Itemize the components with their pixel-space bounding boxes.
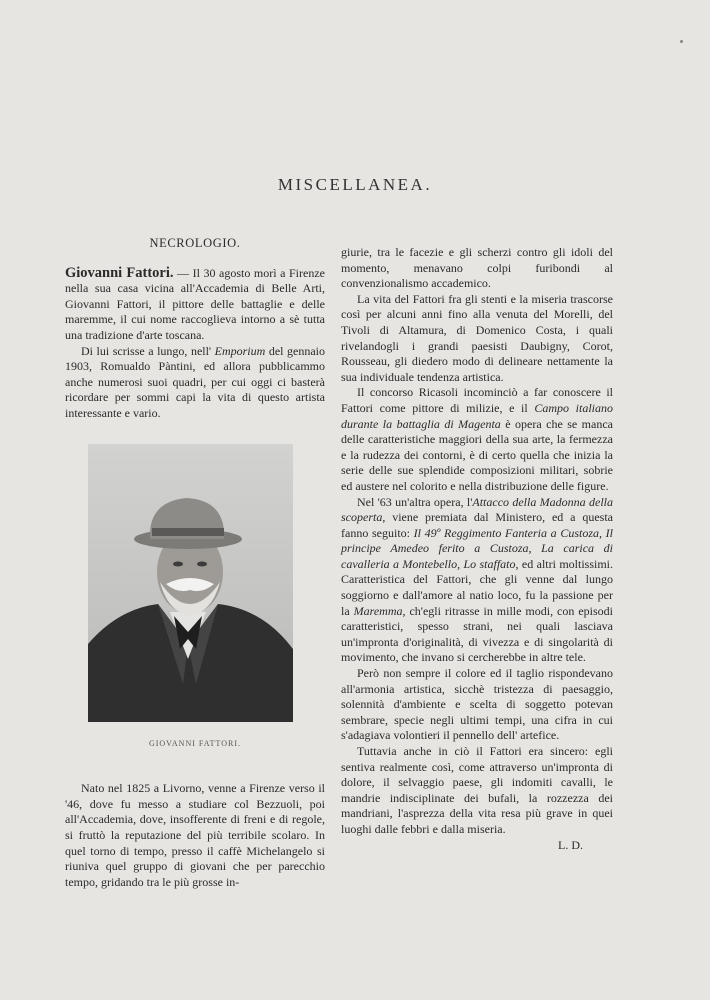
- left-column: [65, 236, 325, 890]
- artwork-titles: Il 49º Reggimento Fanteria a Custoza, Il principe Amedeo ferito a Custoza, La carica di cavalleria a Montebello, Lo staffato: [341, 525, 613, 571]
- text: Nel '63 un'altra opera, l': [357, 494, 473, 509]
- journal-title: Emporium: [214, 343, 266, 358]
- text: del gennaio 1903, Romualdo Pàntini, ed allora pubblicammo anche numerosi suoi quadri, per cui oggi ci basterà ricordare per sommi capi la vita di questo artista interessante e vario.: [65, 343, 325, 420]
- place-name: Maremma: [353, 603, 403, 618]
- paragraph: [341, 495, 613, 667]
- portrait-photo: [88, 444, 293, 722]
- text: Il concorso Ricasoli incominciò a far conoscere il Fattori come pittore di milizie, e il: [341, 385, 613, 415]
- paragraph: [65, 344, 325, 422]
- artwork-title: Attacco della Madonna della scoperta: [341, 494, 613, 525]
- paragraph: giurie, tra le facezie e gli scherzi contro gli idoli del momento, menavano colpi furibondi al convenzionalismo accademico.: [341, 245, 613, 291]
- text: , viene premiata dal Ministero, ed a questa fanno seguito:: [341, 510, 613, 540]
- portrait-image: [88, 444, 293, 722]
- paragraph: [341, 385, 613, 494]
- paragraph: Nato nel 1825 a Livorno, venne a Firenze verso il '46, dove fu messo a studiare col Bezzuoli, poi all'Accademia, dove, insofferente di freni e di regole, si fruttò la reputazione del più terribile scolaro. In quel torno di tempo, presso il caffè Michelangelo si riuniva quel gruppo di giovani che per parecchio tempo, gridando tra le più grosse in-: [65, 781, 325, 889]
- page-title: MISCELLANEA.: [277, 175, 433, 194]
- right-column: [341, 245, 613, 853]
- photo-caption: GIOVANNI FATTORI.: [148, 738, 242, 748]
- obituary-lead-paragraph: [65, 266, 325, 344]
- paragraph: Però non sempre il colore ed il taglio rispondevano all'armonia artistica, sicchè tristezza di paesaggio, solennità d'ambiente e scelta di soggetto potevan sembrare, specie negli ultimi tempi, una cifra in cui s'adagiava volontieri il pennello dell' artefice.: [341, 666, 613, 743]
- paper-speck: [680, 40, 683, 43]
- section-heading: NECROLOGIO.: [149, 236, 241, 250]
- obituary-subject-name: Giovanni Fattori.: [65, 264, 174, 281]
- text: è opera che se manca delle caratteristiche maggiori della sua arte, la fermezza e la rudezza dei contorni, è di certo quella che inizia la serie delle sue splendide composizioni militari, sobrie ed austere nel colorito e nella distribuzione delle figure.: [341, 416, 613, 493]
- author-initials: L. D.: [558, 837, 583, 852]
- artwork-title: Campo italiano durante la battaglia di Magenta: [341, 400, 613, 431]
- text: , ch'egli ritrasse in mille modi, con episodi caratteristici, spesso strani, nei quali lasciava un'impronta d'originalità, di vivezza e di singolarità di movimento, che invano si cercherebbe in altre tele.: [341, 603, 613, 665]
- paragraph: Tuttavia anche in ciò il Fattori era sincero: egli sentiva realmente così, come attraverso un'impronta di dolore, il selvaggio paese, gli indomiti cavalli, le mandrie indisciplinate dei bufali, la rozzezza dei mandriani, l'asprezza della vita resa più grave in quei luoghi dalle febbri e dalla miseria.: [341, 744, 613, 836]
- paragraph: La vita del Fattori fra gli stenti e la miseria trascorse così per alcuni anni fino alla venuta del Morelli, del Tivoli di Altamura, di Domenico Costa, i quali rivelandogli i grandi paesisti Daubigny, Corot, Rousseau, gli diedero modo di delineare nettamente la sua individuale tendenza artistica.: [341, 291, 613, 384]
- text: , ed altri moltissimi. Caratteristica del Fattori, che gli venne dal lungo soggiorno e dall'amore al natio loco, fu la passione per la: [341, 556, 614, 618]
- text: Di lui scrisse a lungo, nell': [81, 343, 215, 358]
- lead-text: — Il 30 agosto morì a Firenze nella sua casa vicina all'Accademia di Belle Arti, Giovanni Fattori, il pittore delle battaglie e delle maremme, il cui nome raccoglieva intorno a sè tutta una tradizione d'arte toscana.: [65, 265, 325, 342]
